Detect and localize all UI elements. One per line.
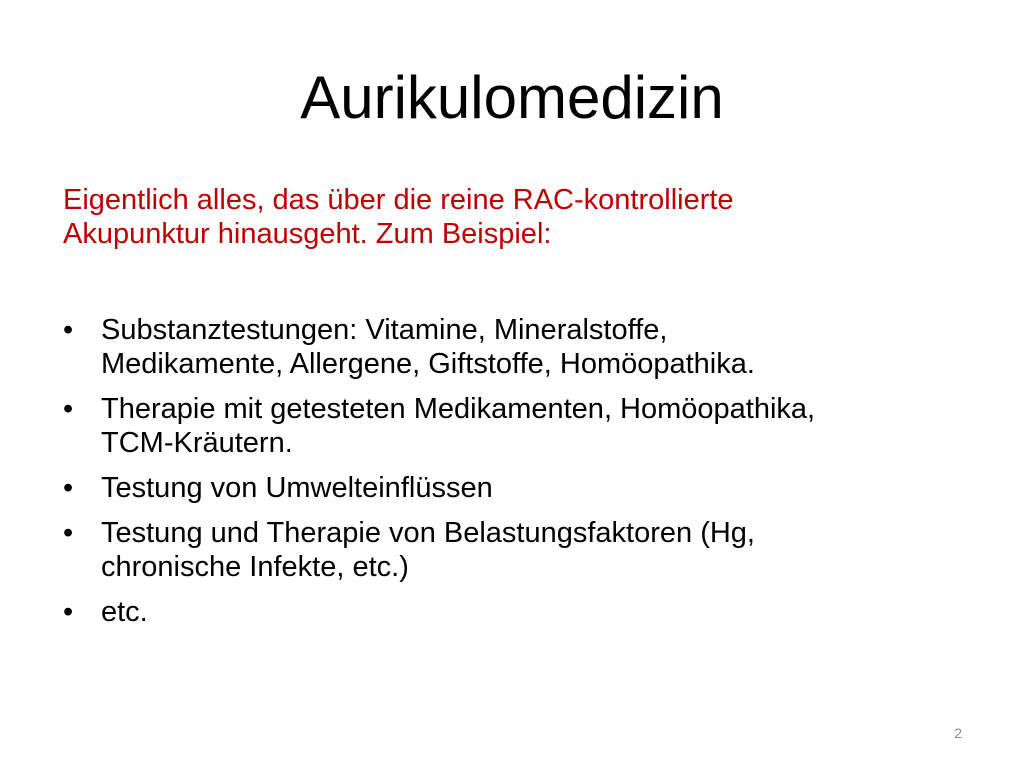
bullet-marker: •: [63, 314, 74, 346]
bullet-list: [63, 313, 963, 640]
bullet-line: Testung und Therapie von Belastungsfaktoren (Hg,: [101, 517, 755, 549]
bullet-item: [63, 392, 963, 460]
bullet-line: Therapie mit getesteten Medikamenten, Homöopathika,: [101, 393, 816, 425]
intro-line: Eigentlich alles, das über die reine RAC-kontrollierte: [63, 184, 734, 216]
bullet-line: etc.: [101, 596, 148, 628]
bullet-item: [63, 595, 963, 629]
bullet-line: Medikamente, Allergene, Giftstoffe, Homöopathika.: [101, 348, 755, 380]
bullet-line: TCM-Kräutern.: [101, 427, 293, 459]
bullet-item: [63, 516, 963, 584]
page-number: 2: [954, 725, 962, 741]
bullet-item: [63, 313, 963, 381]
bullet-marker: •: [63, 393, 74, 425]
bullet-line: Testung von Umwelteinflüssen: [101, 472, 493, 504]
intro-line: Akupunktur hinausgeht. Zum Beispiel:: [63, 218, 552, 250]
bullet-marker: •: [63, 472, 74, 504]
bullet-marker: •: [63, 517, 74, 549]
bullet-item: [63, 471, 963, 505]
intro-text: [63, 183, 963, 251]
bullet-marker: •: [63, 596, 74, 628]
bullet-line: Substanztestungen: Vitamine, Mineralstoffe,: [101, 314, 668, 346]
bullet-line: chronische Infekte, etc.): [101, 551, 409, 583]
slide-title: Aurikulomedizin: [300, 64, 724, 131]
